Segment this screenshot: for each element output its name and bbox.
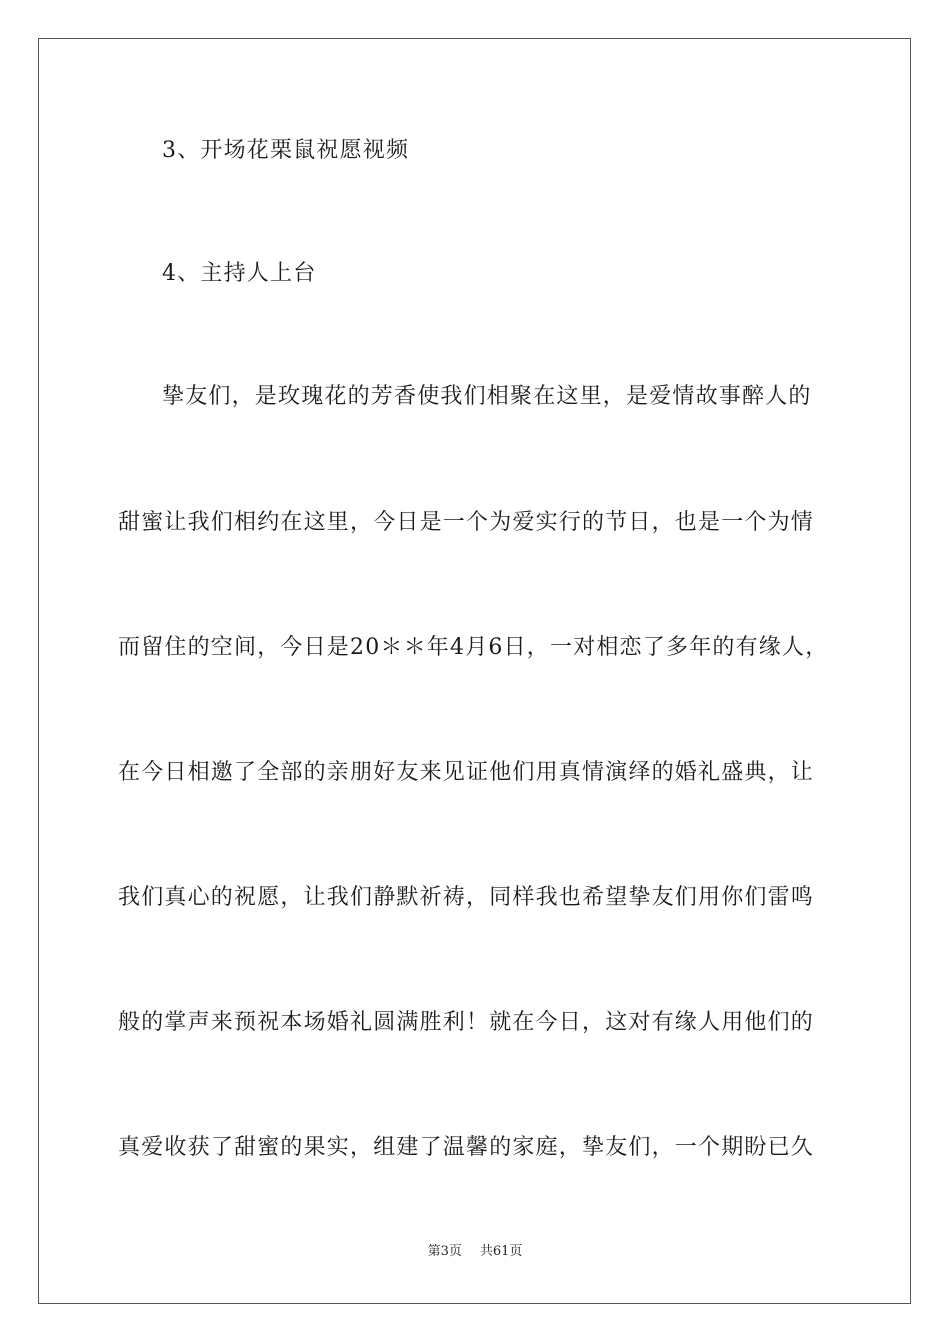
paragraph-line: 我们真心的祝愿，让我们静默祈祷，同样我也希望挚友们用你们雷鸣 bbox=[118, 885, 815, 910]
paragraph-line: 般的掌声来预祝本场婚礼圆满胜利！就在今日，这对有缘人用他们的 bbox=[118, 1010, 815, 1035]
paragraph-line: 挚友们，是玫瑰花的芳香使我们相聚在这里，是爱情故事醉人的 bbox=[162, 384, 812, 409]
paragraph-line: 真爱收获了甜蜜的果实，组建了温馨的家庭，挚友们，一个期盼已久 bbox=[118, 1135, 815, 1160]
list-item: 3、开场花栗鼠祝愿视频 bbox=[162, 138, 410, 163]
page-frame bbox=[38, 38, 911, 1304]
page-total: 共61页 bbox=[479, 1244, 523, 1259]
page-number: 第3页 bbox=[427, 1244, 462, 1259]
paragraph-line: 在今日相邀了全部的亲朋好友来见证他们用真情演绎的婚礼盛典，让 bbox=[118, 760, 815, 785]
page-footer bbox=[0, 1243, 950, 1261]
paragraph-line: 甜蜜让我们相约在这里，今日是一个为爱实行的节日，也是一个为情 bbox=[118, 510, 815, 535]
paragraph-line: 而留住的空间，今日是20＊＊年4月6日，一对相恋了多年的有缘人， bbox=[118, 635, 829, 660]
list-item: 4、主持人上台 bbox=[162, 261, 317, 286]
